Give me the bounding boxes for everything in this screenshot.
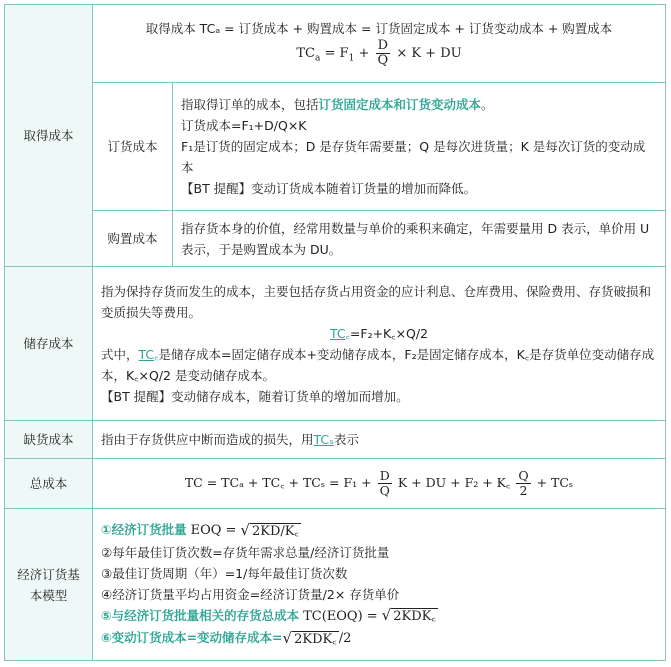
purchase-cost-row bbox=[5, 211, 666, 267]
acquisition-formula-text: 取得成本 TCₐ = 订货成本 + 购置成本 = 订货固定成本 + 订货变动成本 + 购置成本 bbox=[145, 20, 613, 36]
holding-formula bbox=[101, 323, 657, 344]
holding-line2 bbox=[101, 344, 657, 386]
holding-line1: 指为保持存货而发生的成本，主要包括存货占用资金的应计利息、仓库费用、保险费用、存货破损和变质损失等费用。 bbox=[101, 283, 652, 320]
holding-category: 储存成本 bbox=[5, 267, 93, 421]
formula-lhs: TC bbox=[296, 45, 316, 61]
ordering-line4: 【BT 提醒】变动订货成本随着订货量的增加而降低。 bbox=[181, 181, 477, 196]
total-frac2-num: Q bbox=[518, 468, 529, 483]
eoq-item3: ③最佳订货周期（年）=1/每年最佳订货次数 bbox=[101, 565, 348, 581]
total-cost-formula bbox=[93, 459, 666, 509]
formula-plus: + bbox=[358, 45, 370, 61]
holding-formula-rest: =F₂+K꜀×Q/2 bbox=[349, 325, 429, 341]
holding-line2-tc: TC꜀ bbox=[138, 346, 159, 362]
fraction-denominator: Q bbox=[377, 52, 389, 68]
eoq-body bbox=[93, 509, 666, 661]
total-fraction2 bbox=[516, 469, 530, 498]
holding-line2-prefix: 式中， bbox=[101, 346, 139, 362]
ordering-cost-row bbox=[5, 83, 666, 211]
formula-tail: × K + DU bbox=[396, 45, 462, 61]
acquisition-category: 取得成本 bbox=[5, 5, 93, 267]
eoq-item6 bbox=[101, 627, 657, 650]
total-part2: K + DU + F₂ + K꜀ bbox=[397, 475, 511, 490]
acquisition-formula bbox=[101, 39, 657, 70]
holding-formula-tc: TC꜀ bbox=[329, 325, 350, 341]
formula-lhs-sub: a bbox=[315, 53, 321, 64]
ordering-cost-body bbox=[173, 83, 666, 211]
sqrt-symbol: √ 2KD/K꜀ bbox=[240, 520, 299, 539]
formula-fraction bbox=[376, 39, 391, 68]
shortage-suffix: 表示 bbox=[333, 432, 359, 447]
shortage-prefix: 指由于存货供应中断而造成的损失，用 bbox=[101, 432, 314, 447]
ordering-line1 bbox=[181, 94, 657, 115]
total-frac1-num: D bbox=[378, 469, 392, 484]
fraction-numerator: D bbox=[376, 39, 391, 54]
ordering-line3: F₁是订货的固定成本；D 是存货年需要量；Q 是每次进货量；K 是每次订货的变动成本 bbox=[181, 139, 646, 175]
acquisition-formula-cell bbox=[93, 5, 666, 83]
shortage-cost-row bbox=[5, 421, 666, 459]
eoq-item5-formula: TC(EOQ) = bbox=[303, 608, 378, 624]
shortage-tcs: TCₛ bbox=[313, 432, 334, 447]
acquisition-formula-row bbox=[5, 5, 666, 83]
sqrt-symbol: √ 2KDK꜀ bbox=[282, 628, 337, 647]
inventory-cost-table bbox=[4, 4, 666, 661]
eoq-item2: ②每年最佳订货次数=存货年需求总量/经济订货批量 bbox=[101, 544, 390, 560]
purchase-cost-body: 指存货本身的价值，经常用数量与单价的乘积来确定，年需要量用 D 表示，单价用 U 表示，于是购置成本为 DU。 bbox=[173, 211, 666, 267]
sqrt-symbol: √ 2KDK꜀ bbox=[381, 606, 436, 625]
eoq-category-line1: 经济订货基 bbox=[17, 566, 80, 582]
eoq-item5-radicand: 2KDK꜀ bbox=[393, 609, 436, 625]
eoq-item5-label: ⑤与经济订货批量相关的存货总成本 bbox=[101, 607, 300, 623]
total-part1: TC = TCₐ + TC꜀ + TCₛ = F₁ + bbox=[184, 475, 372, 490]
holding-line2-rest: 是储存成本=固定储存成本+变动储存成本，F₂是固定储存成本，K꜀是存货单位变动储存成本，K꜀×Q/2 是变动储存成本。 bbox=[101, 346, 655, 383]
ordering-line1-suffix: 。 bbox=[481, 97, 494, 112]
ordering-line1-highlight: 订货固定成本和订货变动成本 bbox=[318, 97, 482, 112]
total-category: 总成本 bbox=[5, 459, 93, 509]
eoq-item6-label: ⑥变动订货成本=变动储存成本= bbox=[101, 630, 283, 646]
eoq-item4: ④经济订货量平均占用资金=经济订货量/2× 存货单价 bbox=[101, 586, 400, 602]
eoq-row bbox=[5, 509, 666, 661]
purchase-cost-label: 购置成本 bbox=[93, 211, 173, 267]
eoq-item1 bbox=[101, 519, 657, 542]
shortage-category: 缺货成本 bbox=[5, 421, 93, 459]
eoq-item6-radicand: 2KDK꜀ bbox=[294, 631, 337, 647]
total-part3: + TCₛ bbox=[536, 475, 574, 490]
total-frac2-den: 2 bbox=[519, 483, 528, 498]
eoq-item1-formula: EOQ = bbox=[190, 523, 237, 539]
eoq-item1-label: ①经济订货批量 bbox=[101, 522, 187, 538]
holding-cost-row bbox=[5, 267, 666, 421]
ordering-cost-label: 订货成本 bbox=[93, 83, 173, 211]
ordering-line2: 订货成本=F₁+D/Q×K bbox=[181, 118, 307, 133]
eoq-item5 bbox=[101, 605, 657, 628]
eoq-item6-suffix: /2 bbox=[338, 631, 352, 647]
total-frac1-den: Q bbox=[379, 483, 390, 498]
holding-cost-body bbox=[93, 267, 666, 421]
ordering-line1-prefix: 指取得订单的成本，包括 bbox=[181, 97, 319, 112]
formula-eq: = F bbox=[324, 45, 349, 61]
total-fraction1 bbox=[378, 469, 392, 498]
eoq-item1-radicand: 2KD/K꜀ bbox=[251, 523, 299, 539]
total-cost-row bbox=[5, 459, 666, 509]
shortage-cost-body bbox=[93, 421, 666, 459]
eoq-category bbox=[5, 509, 93, 661]
formula-f-sub: 1 bbox=[348, 53, 355, 64]
eoq-category-line2: 本模型 bbox=[29, 587, 68, 603]
holding-line3: 【BT 提醒】变动储存成本，随着订货单的增加而增加。 bbox=[101, 388, 409, 404]
